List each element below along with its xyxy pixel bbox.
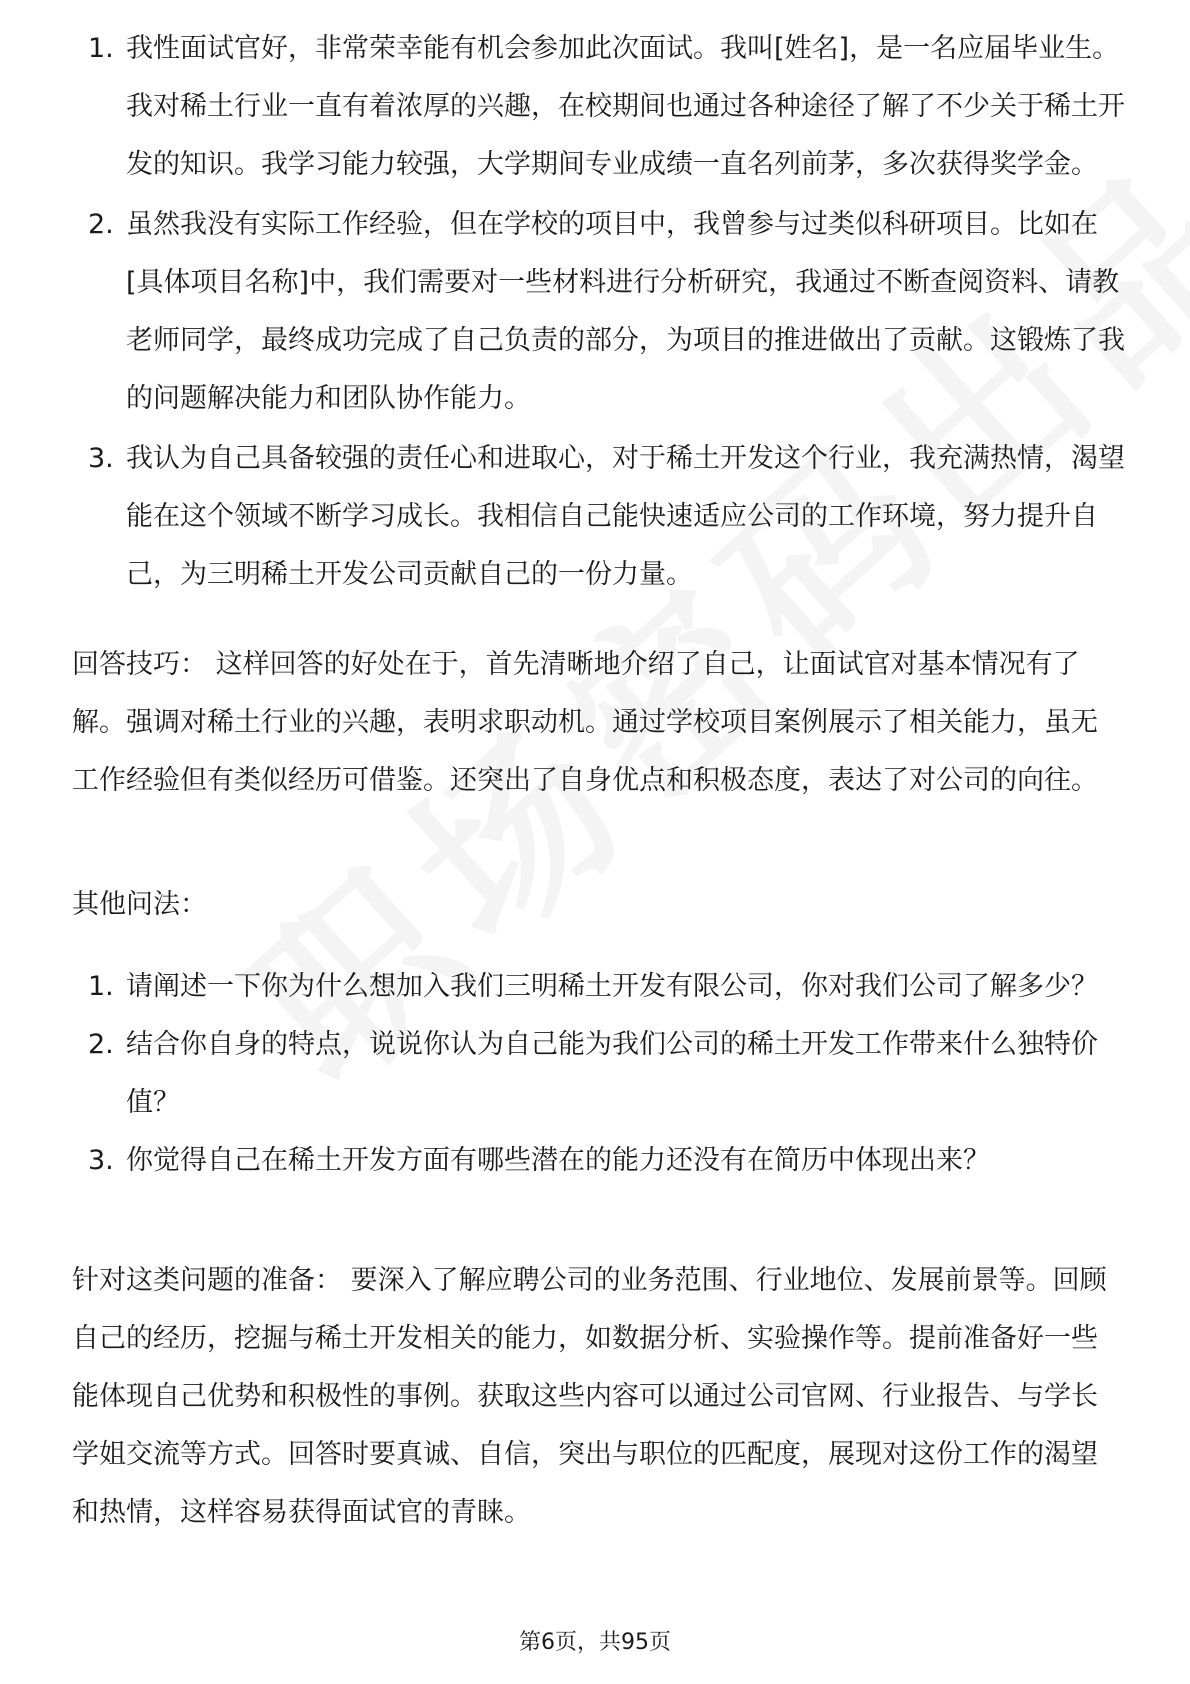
list-number: 2. bbox=[88, 209, 114, 240]
list-number: 2. bbox=[88, 1029, 114, 1060]
page-number: 第6页，共95页 bbox=[519, 1630, 671, 1655]
list-number: 3. bbox=[88, 443, 114, 474]
other-questions-heading: 其他问法： bbox=[72, 889, 207, 920]
list-item bbox=[78, 20, 1128, 194]
list-item-text: 请阐述一下你为什么想加入我们三明稀土开发有限公司，你对我们公司了解多少？ bbox=[126, 971, 1098, 1002]
list-number: 1. bbox=[88, 971, 114, 1002]
list-item bbox=[78, 958, 1128, 1016]
list-item bbox=[78, 1132, 1128, 1190]
list-number: 3. bbox=[88, 1145, 114, 1176]
list-item-text: 我认为自己具备较强的责任心和进取心，对于稀土开发这个行业，我充满热情，渴望能在这个领域不断学习成长。我相信自己能快速适应公司的工作环境，努力提升自己，为三明稀土开发公司贡献自己的一份力量。 bbox=[126, 443, 1125, 590]
list-item-text: 虽然我没有实际工作经验，但在学校的项目中，我曾参与过类似科研项目。比如在[具体项目名称]中，我们需要对一些材料进行分析研究，我通过不断查阅资料、请教老师同学，最终成功完成了自己负责的部分，为项目的推进做出了贡献。这锻炼了我的问题解决能力和团队协作能力。 bbox=[126, 209, 1125, 414]
preparation-advice: 针对这类问题的准备： 要深入了解应聘公司的业务范围、行业地位、发展前景等。回顾自己的经历，挖掘与稀土开发相关的能力，如数据分析、实验操作等。提前准备好一些能体现自己优势和积极性的事例。获取这些内容可以通过公司官网、行业报告、与学长学姐交流等方式。回答时要真诚、自信，突出与职位的匹配度，展现对这份工作的渴望和热情，这样容易获得面试官的青睐。 bbox=[72, 1265, 1107, 1528]
list-item-text: 我性面试官好，非常荣幸能有机会参加此次面试。我叫[姓名]，是一名应届毕业生。我对稀土行业一直有着浓厚的兴趣，在校期间也通过各种途径了解了不少关于稀土开发的知识。我学习能力较强，大学期间专业成绩一直名列前茅，多次获得奖学金。 bbox=[126, 33, 1125, 180]
list-item-text: 你觉得自己在稀土开发方面有哪些潜在的能力还没有在简历中体现出来？ bbox=[126, 1145, 990, 1176]
list-number: 1. bbox=[88, 33, 114, 64]
list-item bbox=[78, 430, 1128, 604]
list-item bbox=[78, 1016, 1128, 1132]
answer-tips: 回答技巧： 这样回答的好处在于，首先清晰地介绍了自己，让面试官对基本情况有了解。强调对稀土行业的兴趣，表明求职动机。通过学校项目案例展示了相关能力，虽无工作经验但有类似经历可借鉴。还突出了自身优点和积极态度，表达了对公司的向往。 bbox=[72, 649, 1098, 796]
list-item bbox=[78, 196, 1128, 428]
other-questions-list bbox=[78, 958, 1128, 1190]
answer-list bbox=[78, 20, 1128, 604]
list-item-text: 结合你自身的特点，说说你认为自己能为我们公司的稀土开发工作带来什么独特价值？ bbox=[126, 1029, 1098, 1118]
